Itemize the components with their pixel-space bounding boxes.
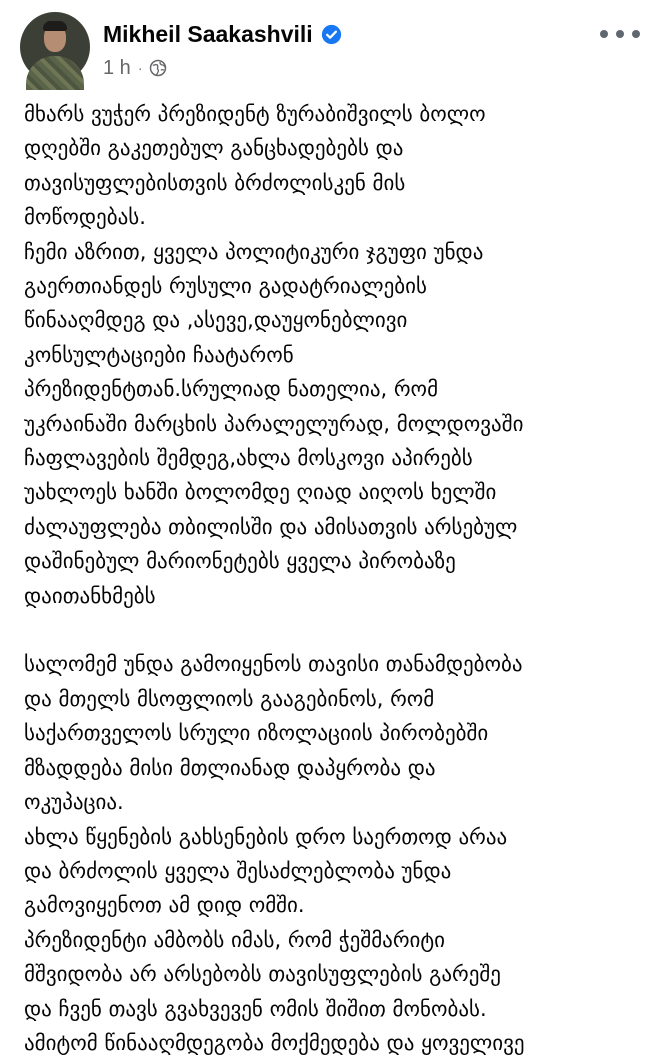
text-line: ამიტომ წინააღმდეგობა მოქმედება და ყოველივე bbox=[24, 1030, 525, 1055]
post-header bbox=[0, 0, 662, 92]
avatar-hair bbox=[43, 21, 67, 31]
text-line: უკრაინაში მარცხის პარალელურად, მოლდოვაში bbox=[24, 411, 524, 436]
text-line: და მთელს მსოფლიოს გააგებინოს, რომ bbox=[24, 686, 435, 711]
avatar[interactable] bbox=[20, 12, 90, 82]
more-dot bbox=[632, 30, 640, 38]
paragraph-gap bbox=[24, 613, 656, 647]
text-line: გაერთიანდეს რუსული გადატრიალების bbox=[24, 274, 427, 299]
text-line: სალომემ უნდა გამოიყენოს თავისი თანამდებობა bbox=[24, 652, 523, 677]
post-meta bbox=[103, 56, 167, 80]
meta-separator: · bbox=[137, 60, 143, 76]
text-line: გამოვიყენოთ ამ დიდ ომში. bbox=[24, 893, 305, 918]
text-line: დღებში გაკეთებულ განცხადებებს და bbox=[24, 136, 404, 161]
text-line: მშვიდობა არ არსებობს თავისუფლების გარეშე bbox=[24, 962, 501, 987]
text-line: პრეზიდენტი ამბობს იმას, რომ ჭეშმარიტი bbox=[24, 927, 446, 952]
author-name[interactable]: Mikheil Saakashvili bbox=[103, 20, 313, 47]
text-line: და ჩვენ თავს გვახვევენ ომის შიშით მონობას. bbox=[24, 996, 487, 1021]
text-line: მხარს ვუჭერ პრეზიდენტ ზურაბიშვილს ბოლო bbox=[24, 102, 486, 126]
text-line: მზადდება მისი მთლიანად დაპყრობა და bbox=[24, 755, 436, 780]
text-line: კონსულტაციები ჩაატარონ bbox=[24, 342, 294, 367]
text-line: ჩემი აზრით, ყველა პოლიტიკური ჯგუფი უნდა bbox=[24, 239, 484, 264]
paragraph-2 bbox=[24, 647, 656, 1060]
avatar-uniform bbox=[26, 56, 84, 90]
text-line: მოწოდებას. bbox=[24, 205, 146, 230]
paragraph-1 bbox=[24, 97, 656, 613]
post-text bbox=[24, 97, 656, 1055]
text-line: დაშინებულ მარიონეტებს ყველა პირობაზე bbox=[24, 549, 456, 574]
text-line: წინააღმდეგ და ,ასევე,დაუყონებლივი bbox=[24, 308, 408, 333]
more-options-icon[interactable] bbox=[600, 24, 640, 44]
text-line: ოკუპაცია. bbox=[24, 790, 124, 815]
text-line: ჩაფლავების შემდეგ,ახლა მოსკოვი აპირებს bbox=[24, 446, 473, 471]
verified-badge-icon bbox=[321, 24, 342, 45]
text-line: საქართველოს სრული იზოლაციის პირობებში bbox=[24, 721, 489, 746]
text-line: დაითანხმებს bbox=[24, 583, 156, 608]
globe-icon[interactable] bbox=[149, 59, 167, 77]
more-dot bbox=[600, 30, 608, 38]
post-timestamp[interactable]: 1 h bbox=[103, 56, 131, 79]
author-row bbox=[103, 20, 342, 48]
text-line: უახლოეს ხანში ბოლომდე ღიად აიღოს ხელში bbox=[24, 480, 497, 505]
text-line: ძალაუფლება თბილისში და ამისათვის არსებულ bbox=[24, 514, 518, 539]
text-line: ახლა წყენების გახსენების დრო საერთოდ არაა bbox=[24, 824, 508, 849]
text-line: და ბრძოლის ყველა შესაძლებლობა უნდა bbox=[24, 858, 452, 883]
text-line: პრეზიდენტთან.სრულიად ნათელია, რომ bbox=[24, 377, 439, 402]
more-dot bbox=[616, 30, 624, 38]
text-line: თავისუფლებისთვის ბრძოლისკენ მის bbox=[24, 170, 406, 195]
